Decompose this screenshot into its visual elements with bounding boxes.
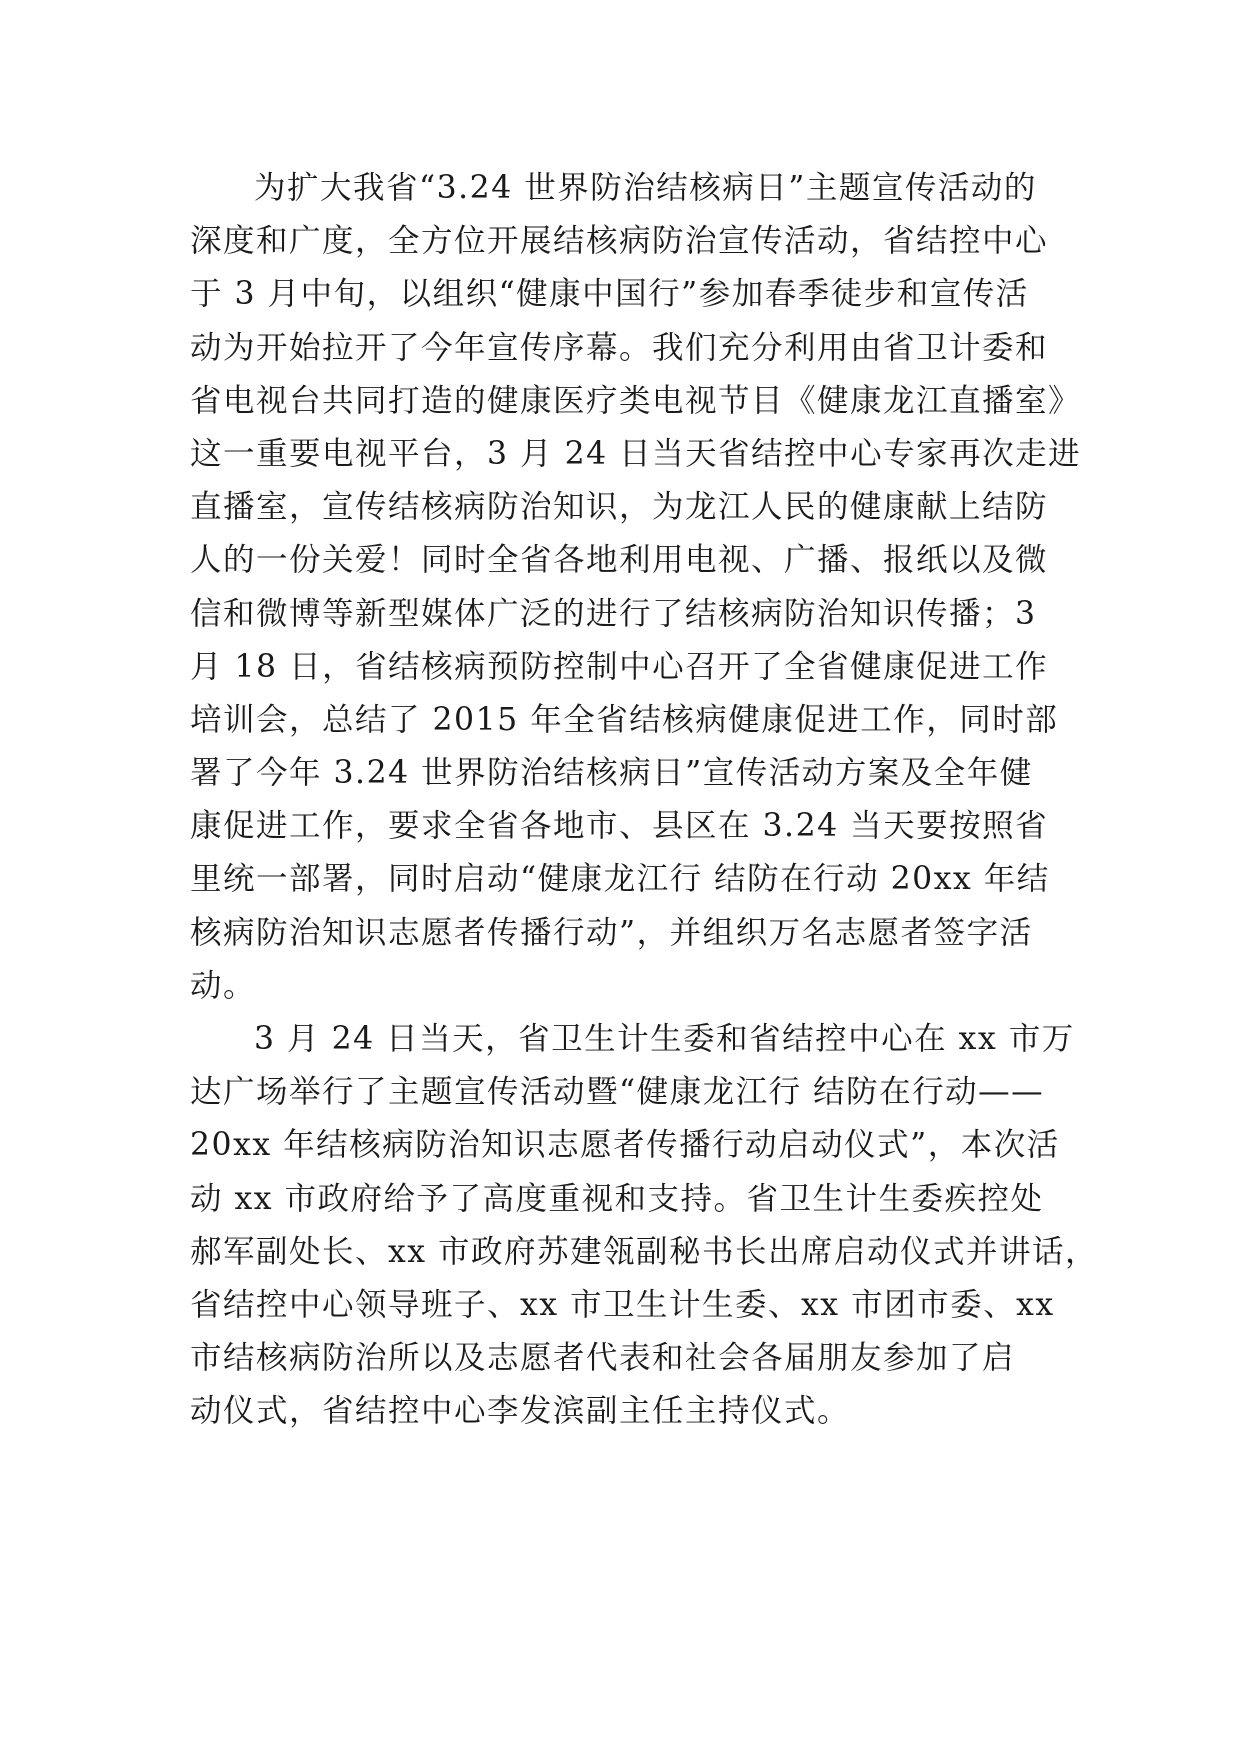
paragraph-line: 动仪式，省结控中心李发滨副主任主持仪式。 xyxy=(190,1393,851,1430)
paragraph-line: 直播室，宣传结核病防治知识，为龙江人民的健康献上结防 xyxy=(190,489,1049,526)
paragraph-line: 人的一份关爱！同时全省各地利用电视、广播、报纸以及微 xyxy=(190,542,1049,579)
paragraph-line: 省电视台共同打造的健康医疗类电视节目《健康龙江直播室》 xyxy=(190,382,1082,419)
paragraph-line: 深度和广度，全方位开展结核病防治宣传活动，省结控中心 xyxy=(190,223,1049,260)
paragraph-line: 动为开始拉开了今年宣传序幕。我们充分利用由省卫计委和 xyxy=(190,329,1049,366)
paragraph-line: 省结控中心领导班子、xx 市卫生计生委、xx 市团市委、xx xyxy=(190,1286,1055,1323)
paragraph-line: 月 18 日，省结核病预防控制中心召开了全省健康促进工作 xyxy=(190,648,1049,685)
paragraph-line: 达广场举行了主题宣传活动暨“健康龙江行 结防在行动—— xyxy=(190,1074,1045,1111)
paragraph-line: 核病防治知识志愿者传播行动”，并组织万名志愿者签字活 xyxy=(190,914,1033,951)
paragraph-line: 署了今年 3.24 世界防治结核病日”宣传活动方案及全年健 xyxy=(190,755,1033,792)
paragraph-line: 市结核病防治所以及志愿者代表和社会各届朋友参加了启 xyxy=(190,1340,1016,1377)
paragraph-line: 动。 xyxy=(190,967,257,1004)
paragraph-line: 于 3 月中旬，以组织“健康中国行”参加春季徒步和宣传活 xyxy=(190,276,1029,313)
paragraph-line: 为扩大我省“3.24 世界防治结核病日”主题宣传活动的 xyxy=(254,170,1037,206)
paragraph-2 xyxy=(190,1013,1099,1439)
document-body xyxy=(190,162,1099,1439)
paragraph-line: 郝军副处长、xx 市政府苏建瓴副秘书长出席启动仪式并讲话， xyxy=(190,1233,1099,1270)
paragraph-line: 这一重要电视平台，3 月 24 日当天省结控中心专家再次走进 xyxy=(190,435,1082,472)
paragraph-line: 培训会，总结了 2015 年全省结核病健康促进工作，同时部 xyxy=(190,701,1059,738)
paragraph-line: 3 月 24 日当天，省卫生计生委和省结控中心在 xx 市万 xyxy=(254,1021,1075,1057)
paragraph-line: 康促进工作，要求全省各地市、县区在 3.24 当天要按照省 xyxy=(190,808,1049,845)
paragraph-line: 动 xx 市政府给予了高度重视和支持。省卫生计生委疾控处 xyxy=(190,1180,1044,1217)
paragraph-line: 20xx 年结核病防治知识志愿者传播行动启动仪式”，本次活 xyxy=(190,1127,1060,1164)
paragraph-line: 信和微博等新型媒体广泛的进行了结核病防治知识传播；3 xyxy=(190,595,1037,632)
paragraph-1 xyxy=(190,162,1082,1013)
paragraph-line: 里统一部署，同时启动“健康龙江行 结防在行动 20xx 年结 xyxy=(190,861,1050,898)
